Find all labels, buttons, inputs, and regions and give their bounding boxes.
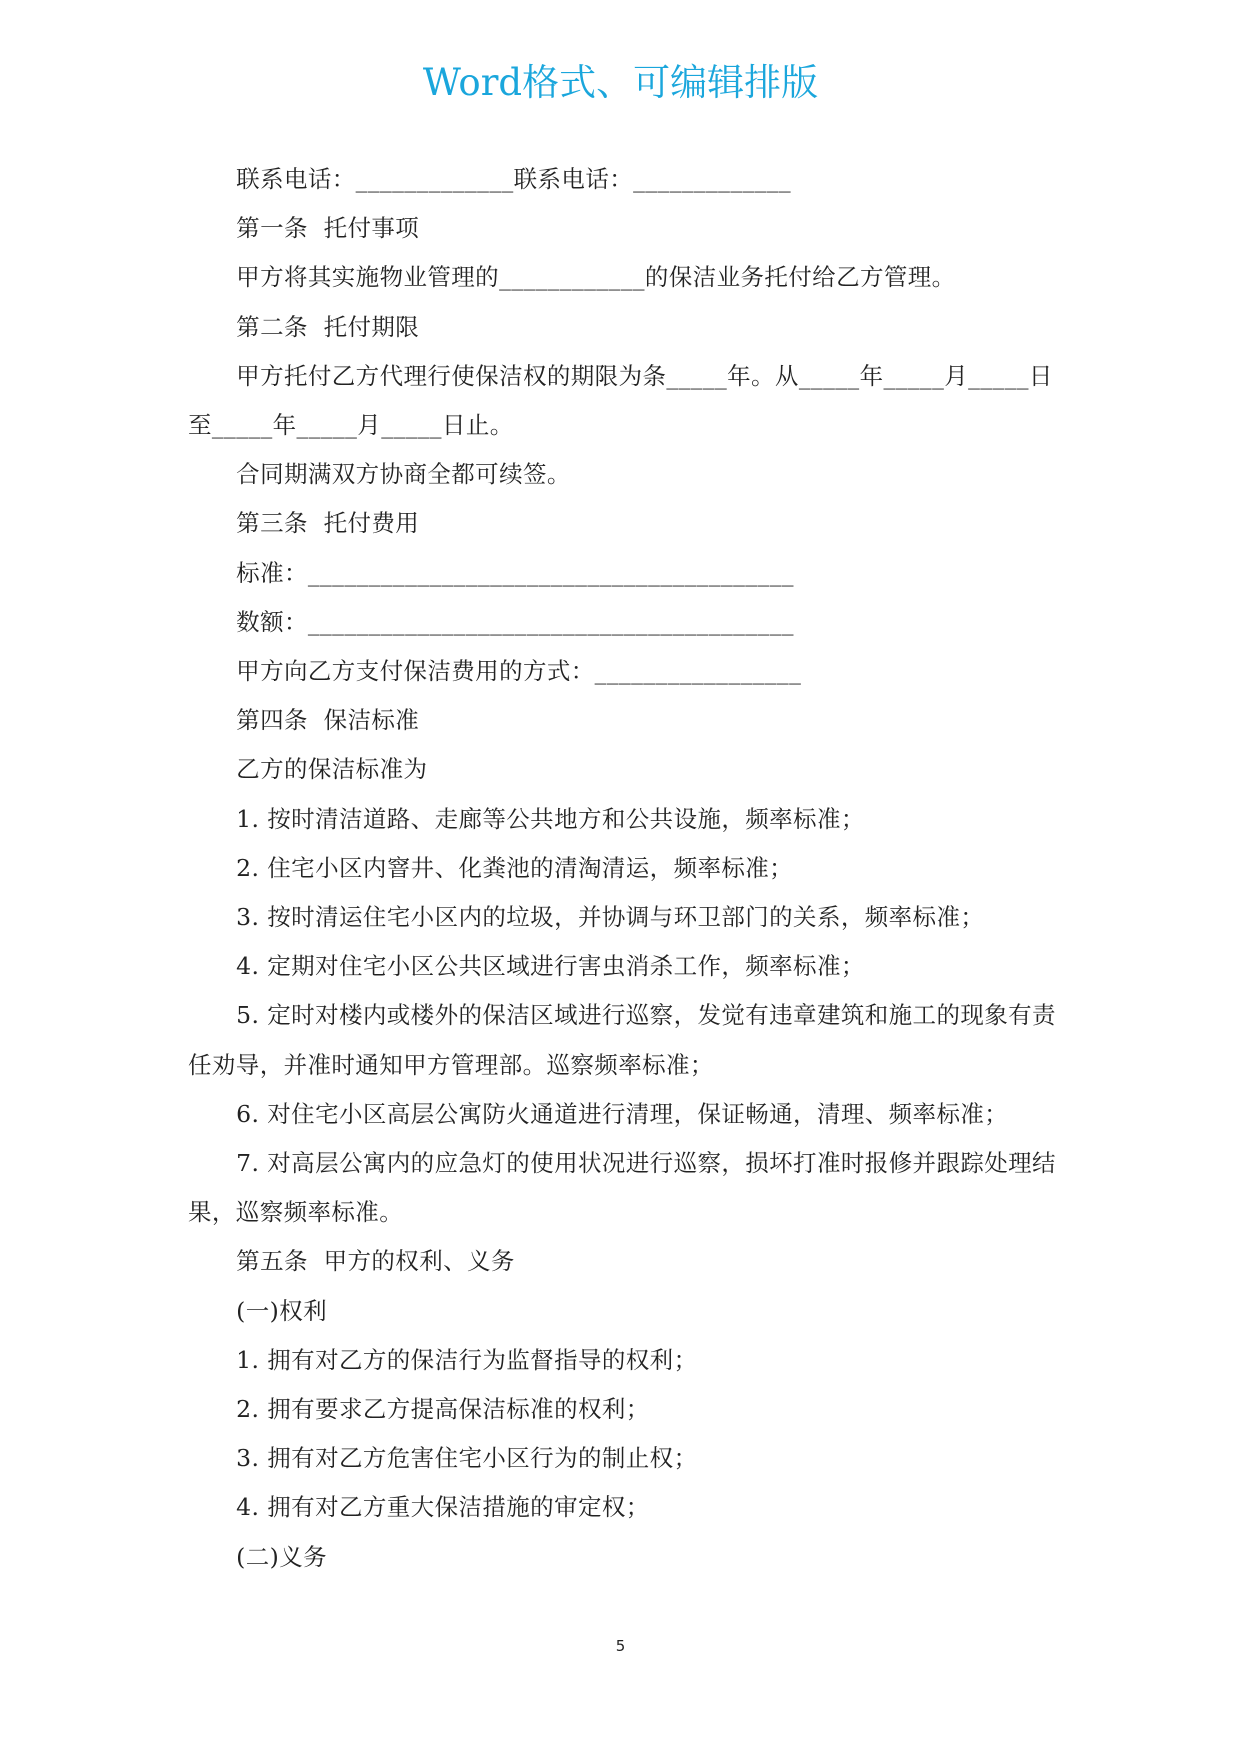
list-item: 5. 定时对楼内或楼外的保洁区域进行巡察，发觉有违章建筑和施工的现象有责任劝导，并准时通知甲方管理部。巡察频率标准； [188, 1001, 1056, 1079]
list-item: 6. 对住宅小区高层公寓防火通道进行清理，保证畅通，清理、频率标准； [236, 1099, 1009, 1128]
paragraph: 合同期满双方协商全都可续签。 [236, 460, 571, 489]
fee-amount-line: 数额：________________________________________ [236, 607, 794, 636]
list-item: 1. 拥有对乙方的保洁行为监督指导的权利； [236, 1345, 698, 1374]
page-number: 5 [615, 1637, 626, 1655]
list-item: 4. 拥有对乙方重大保洁措施的审定权； [236, 1493, 650, 1522]
list-item: 4. 定期对住宅小区公共区域进行害虫消杀工作，频率标准； [236, 952, 865, 981]
article-4-heading: 第四条 保洁标准 [236, 706, 420, 735]
subsection-heading-rights: (一)权利 [236, 1296, 328, 1325]
fee-standard-line: 标准：________________________________________ [236, 558, 794, 587]
paragraph-contact-phones: 联系电话：_____________联系电话：_____________ [236, 165, 792, 193]
article-3-heading: 第三条 托付费用 [236, 509, 420, 538]
subsection-heading-obligations: (二)义务 [236, 1542, 328, 1571]
list-item: 2. 住宅小区内窨井、化粪池的清淘清运，频率标准； [236, 853, 794, 882]
document-body [188, 155, 1056, 1582]
paragraph: 甲方将其实施物业管理的____________的保洁业务托付给乙方管理。 [236, 263, 956, 292]
article-1-heading: 第一条 托付事项 [236, 214, 420, 243]
article-2-heading: 第二条 托付期限 [236, 312, 420, 341]
article-5-heading: 第五条 甲方的权利、义务 [236, 1247, 515, 1276]
list-item: 3. 拥有对乙方危害住宅小区行为的制止权； [236, 1444, 698, 1473]
list-item: 2. 拥有要求乙方提高保洁标准的权利； [236, 1395, 650, 1424]
list-item: 3. 按时清运住宅小区内的垃圾，并协调与环卫部门的关系，频率标准； [236, 903, 985, 932]
paragraph: 乙方的保洁标准为 [236, 755, 428, 784]
payment-method-line: 甲方向乙方支付保洁费用的方式：_________________ [236, 657, 802, 686]
list-item: 1. 按时清洁道路、走廊等公共地方和公共设施，频率标准； [236, 804, 865, 833]
list-item: 7. 对高层公寓内的应急灯的使用状况进行巡察，损坏打准时报修并跟踪处理结果，巡察频率标准。 [188, 1149, 1056, 1227]
paragraph: 甲方托付乙方代理行使保洁权的期限为条_____年。从_____年_____月_____日至_____年_____月_____日止。 [188, 361, 1053, 440]
document-header-title: Word格式、可编辑排版 [422, 61, 819, 104]
